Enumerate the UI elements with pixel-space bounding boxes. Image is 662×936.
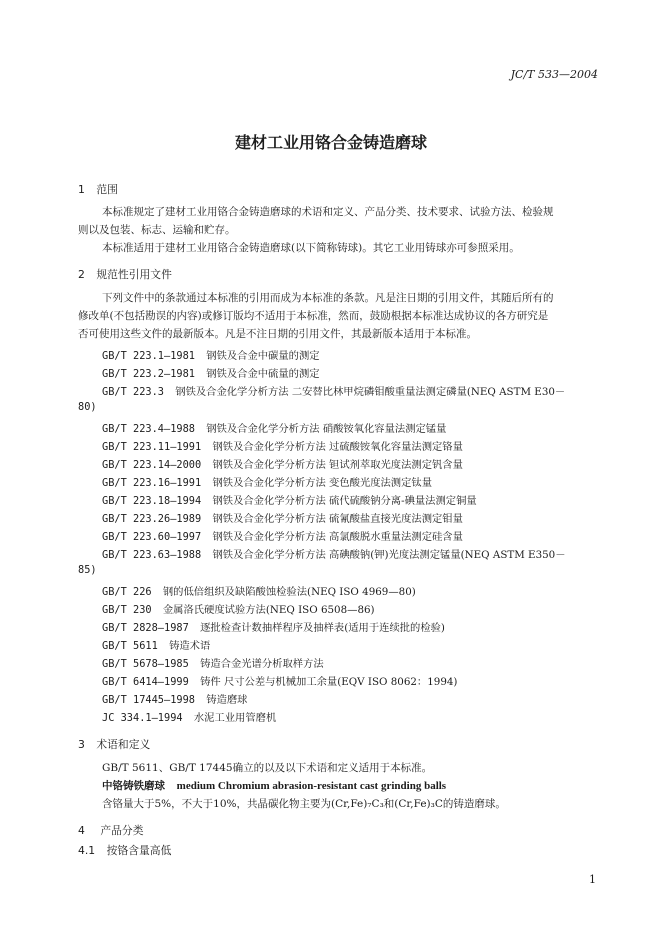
- reference-item: [102, 546, 566, 561]
- reference-title: 铸造合金光谱分析取样方法: [200, 658, 324, 670]
- reference-title: 铸件 尺寸公差与机械加工余量(EQV ISO 8062：1994): [200, 676, 458, 688]
- reference-code: GB/T 2828—1987: [102, 622, 189, 634]
- reference-code: GB/T 223.3: [102, 386, 164, 398]
- reference-code: GB/T 230: [102, 604, 152, 616]
- reference-code: JC 334.1—1994: [102, 712, 183, 724]
- reference-code: GB/T 17445—1998: [102, 694, 195, 706]
- paragraph-line: 则以及包装、标志、运输和贮存。: [78, 224, 236, 236]
- reference-title: 钢铁及合金化学分析方法 钽试剂萃取光度法测定钒含量: [212, 459, 463, 471]
- reference-code: GB/T 223.18—1994: [102, 495, 202, 507]
- reference-code: GB/T 223.1—1981: [102, 350, 195, 362]
- reference-item: [102, 383, 565, 398]
- reference-title: 水泥工业用管磨机: [193, 712, 277, 724]
- reference-code: GB/T 223.2—1981: [102, 368, 195, 380]
- paragraph-line: 本标准规定了建材工业用铬合金铸造磨球的术语和定义、产品分类、技术要求、试验方法、检验规: [102, 206, 554, 218]
- section-2-heading: [78, 267, 172, 282]
- page-number: 1: [589, 873, 596, 886]
- section-number: 1: [78, 183, 85, 196]
- reference-item: [102, 420, 446, 435]
- reference-item: [102, 583, 416, 598]
- reference-title: 钢铁及合金化学分析方法 硫氰酸盐直接光度法测定钼量: [212, 513, 463, 525]
- reference-title: 铸造磨球: [206, 694, 248, 706]
- term-chinese: 中铬铸铁磨球: [102, 780, 165, 792]
- term-english: medium Chromium abrasion-resistant cast grinding balls: [176, 780, 447, 792]
- reference-item: [102, 691, 247, 706]
- document-code: JC/T 533—2004: [510, 68, 598, 81]
- reference-item: [102, 655, 324, 670]
- reference-title: 钢铁及合金化学分析方法 高氯酸脱水重量法测定硅含量: [212, 531, 463, 543]
- reference-item: [102, 474, 432, 489]
- reference-code: GB/T 223.4—1988: [102, 423, 195, 435]
- reference-item: [102, 528, 463, 543]
- reference-code: GB/T 5611: [102, 640, 158, 652]
- reference-item: [102, 438, 463, 453]
- reference-code: GB/T 6414—1999: [102, 676, 189, 688]
- section-title: 规范性引用文件: [96, 268, 172, 281]
- section-number: 3: [78, 738, 85, 751]
- reference-title: 钢铁及合金化学分析方法 过硫酸铵氧化容量法测定铬量: [212, 441, 463, 453]
- reference-code: GB/T 223.63—1988: [102, 549, 202, 561]
- paragraph-line: 修改单(不包括勘误的内容)或修订版均不适用于本标准，然而，鼓励根据本标准达成协议的各方研究是: [78, 310, 549, 322]
- section-4-heading: [78, 823, 144, 838]
- paragraph-line: 下列文件中的条款通过本标准的引用而成为本标准的条款。凡是注日期的引用文件，其随后所有的: [102, 292, 554, 304]
- section-1-heading: [78, 182, 118, 197]
- paragraph-line: 否可使用这些文件的最新版本。凡是不注日期的引用文件，其最新版本适用于本标准。: [78, 328, 477, 340]
- reference-continuation: 85): [78, 564, 97, 576]
- reference-item: [102, 601, 375, 616]
- reference-title: 钢的低倍组织及缺陷酸蚀检验法(NEQ ISO 4969—80): [162, 586, 416, 598]
- reference-item: [102, 456, 463, 471]
- reference-code: GB/T 223.16—1991: [102, 477, 202, 489]
- subsection-number: 4.1: [78, 844, 96, 857]
- reference-title: 钢铁及合金化学分析方法 硝酸铵氧化容量法测定锰量: [206, 423, 447, 435]
- term-entry: [102, 780, 446, 792]
- reference-code: GB/T 223.60—1997: [102, 531, 202, 543]
- section-title: 术语和定义: [96, 738, 151, 751]
- paragraph-line: 本标准适用于建材工业用铬合金铸造磨球(以下简称铸球)。其它工业用铸球亦可参照采用。: [102, 242, 520, 254]
- reference-item: [102, 510, 463, 525]
- paragraph-line: GB/T 5611、GB/T 17445确立的以及以下术语和定义适用于本标准。: [102, 762, 433, 774]
- reference-title: 钢铁及合金中碳量的测定: [206, 350, 320, 362]
- reference-title: 钢铁及合金化学分析方法 硫代硫酸钠分离-碘量法测定铜量: [212, 495, 477, 507]
- reference-item: [102, 637, 210, 652]
- reference-code: GB/T 223.14—2000: [102, 459, 202, 471]
- reference-title: 钢铁及合金化学分析方法 二安替比林甲烷磷钼酸重量法测定磷量(NEQ ASTM E30－: [175, 386, 566, 398]
- reference-code: GB/T 226: [102, 586, 152, 598]
- reference-title: 金属洛氏硬度试验方法(NEQ ISO 6508—86): [162, 604, 375, 616]
- reference-item: [102, 492, 477, 507]
- section-title: 范围: [96, 183, 118, 196]
- reference-item: [102, 709, 276, 724]
- section-number: 4: [78, 824, 85, 837]
- term-definition: 含铬量大于5%，不大于10%，共晶碳化物主要为(Cr,Fe)₇C₃和(Cr,Fe)₃C的铸造磨球。: [102, 798, 506, 810]
- reference-item: [102, 347, 320, 362]
- reference-code: GB/T 5678—1985: [102, 658, 189, 670]
- reference-title: 铸造术语: [169, 640, 211, 652]
- reference-item: [102, 673, 457, 688]
- reference-code: GB/T 223.26—1989: [102, 513, 202, 525]
- reference-title: 钢铁及合金化学分析方法 高碘酸钠(钾)光度法测定锰量(NEQ ASTM E350－: [212, 549, 566, 561]
- section-number: 2: [78, 268, 85, 281]
- reference-continuation: 80): [78, 401, 97, 413]
- section-title: 产品分类: [100, 824, 144, 837]
- reference-item: [102, 619, 445, 634]
- reference-code: GB/T 223.11—1991: [102, 441, 202, 453]
- reference-item: [102, 365, 320, 380]
- reference-title: 逐批检查计数抽样程序及抽样表(适用于连续批的检验): [200, 622, 445, 634]
- section-3-heading: [78, 737, 150, 752]
- reference-title: 钢铁及合金化学分析方法 变色酸光度法测定钛量: [212, 477, 432, 489]
- subsection-title: 按铬含量高低: [106, 844, 172, 857]
- subsection-4-1-heading: [78, 843, 171, 858]
- reference-title: 钢铁及合金中硫量的测定: [206, 368, 320, 380]
- document-title: 建材工业用铬合金铸造磨球: [234, 133, 427, 152]
